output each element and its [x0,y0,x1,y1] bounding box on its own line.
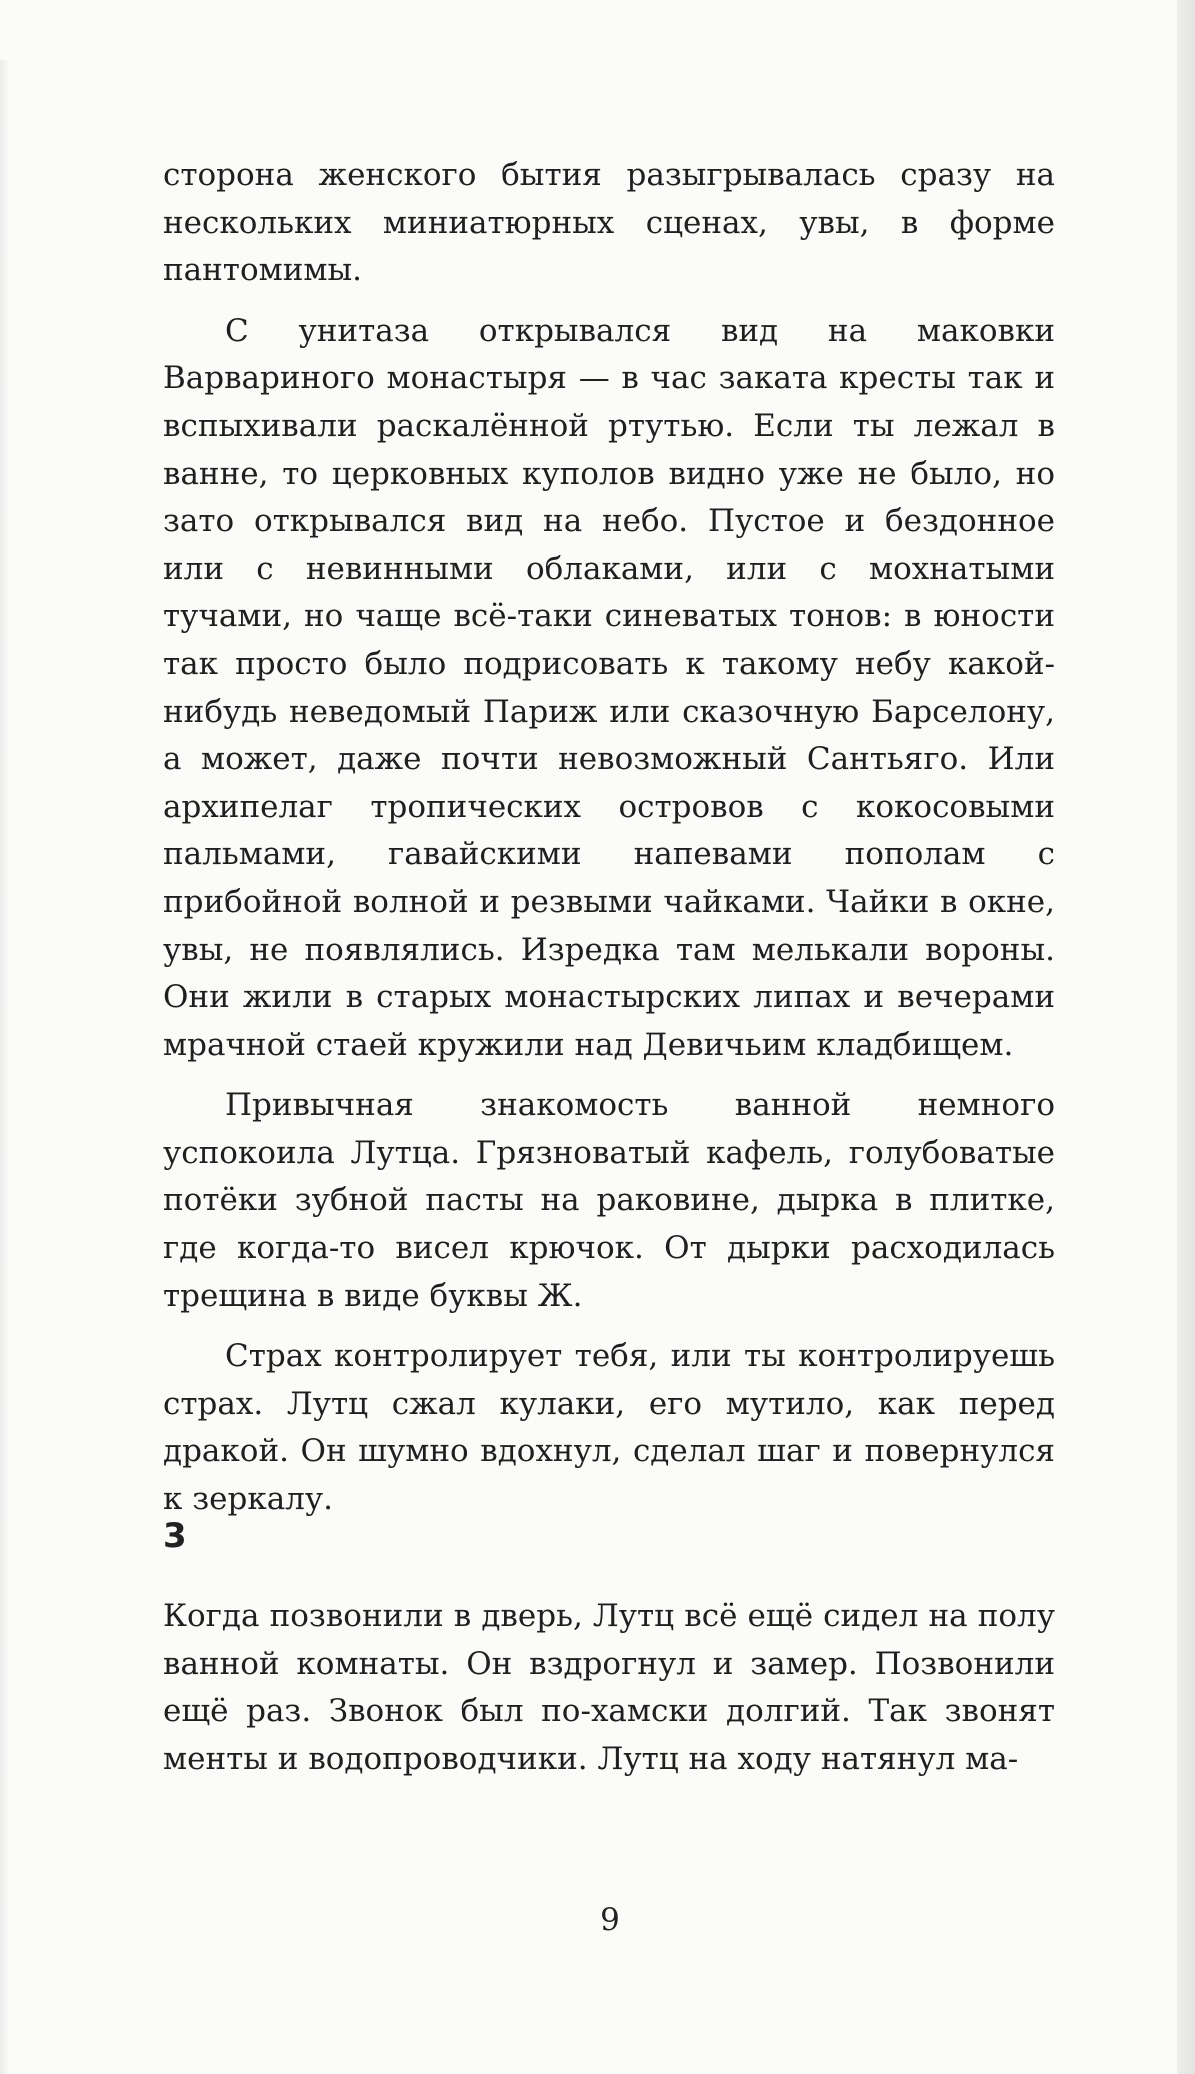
body-text-bottom [163,1593,1055,1783]
paragraph: Привычная знакомость ванной немного успокоила Лутца. Грязноватый кафель, голубоватые потёки зубной пасты на раковине, дырка в плитке, где когда-то висел крючок. От дырки расходилась трещина в виде буквы Ж. [163,1087,1055,1314]
page-gutter-shadow [0,60,8,2074]
page-number: 9 [600,1902,620,1938]
paragraph: Когда позвонили в дверь, Лутц всё ещё сидел на полу ванной комнаты. Он вздрогнул и замер. Позвонили ещё раз. Звонок был по-хамски долгий. Так звонят менты и водопроводчики. Лутц на ходу натянул ма- [163,1598,1055,1777]
paragraph: С унитаза открывался вид на маковки Варвариного монастыря — в час заката кресты так и вспыхивали раскалённой ртутью. Если ты лежал в ванне, то церковных куполов видно уже не было, но зато открывался вид на небо. Пустое и бездонное или с невинными облаками, или с мохнатыми тучами, но чаще всё-таки синеватых тонов: в юности так просто было подрисовать к такому небу какой-нибудь неведомый Париж или сказочную Барселону, а может, даже почти невозможный Сантьяго. Или архипелаг тропических островов с кокосовыми пальмами, гавайскими напевами пополам с прибойной волной и резвыми чайками. Чайки в окне, увы, не появлялись. Изредка там мелькали вороны. Они жили в старых монастырских липах и вечерами мрачной стаей кружили над Девичьим кладбищем. [163,312,1055,1063]
section-number: 3 [163,1516,187,1556]
paragraph: Страх контролирует тебя, или ты контролируешь страх. Лутц сжал кулаки, его мутило, как перед дракой. Он шумно вдохнул, сделал шаг и повернулся к зеркалу. [163,1338,1055,1518]
body-text-top [163,152,1055,1524]
page-edge-shadow [1177,0,1195,2074]
paragraph-continued: сторона женского бытия разыгрывалась сразу на нескольких миниатюрных сценах, увы, в форме пантомимы. [163,157,1055,289]
